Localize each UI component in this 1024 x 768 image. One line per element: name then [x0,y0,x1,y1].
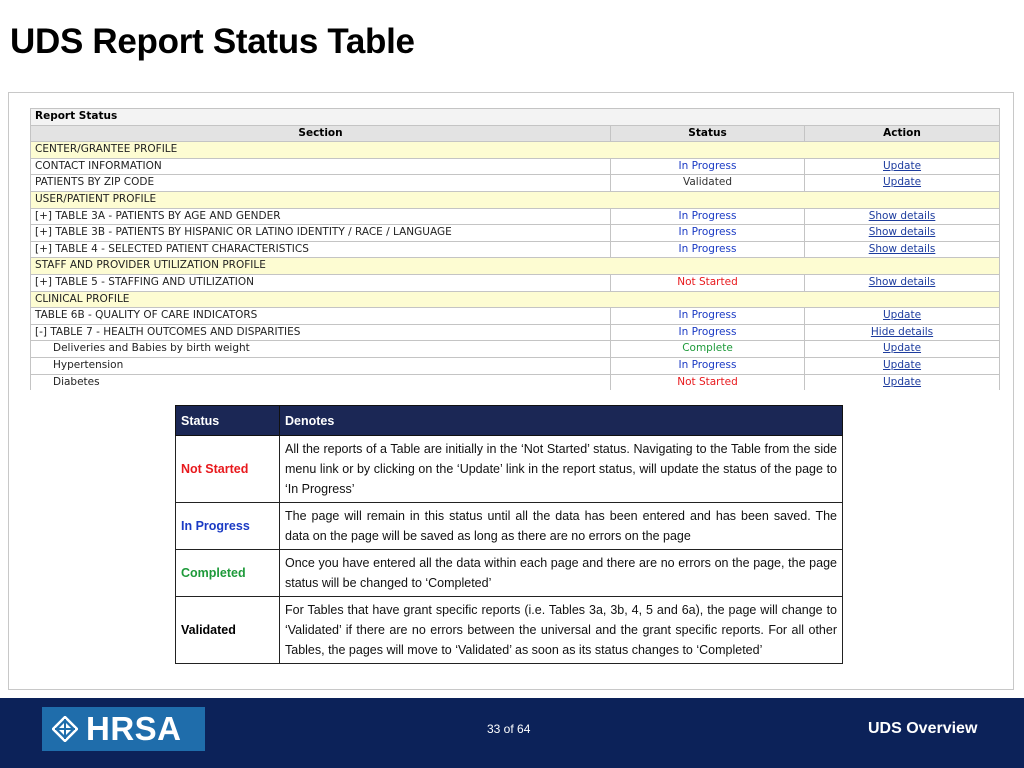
report-action-cell [805,374,1000,390]
report-group-row [31,191,1000,208]
report-action-cell [805,208,1000,225]
report-group-label: USER/PATIENT PROFILE [31,191,1000,208]
report-action-cell [805,175,1000,192]
report-action-cell [805,225,1000,242]
action-column-header: Action [805,125,1000,142]
report-status-cell: Complete [611,341,805,358]
legend-status-label: In Progress [176,503,280,550]
report-subrow [31,357,1000,374]
page-number: 33 of 64 [487,722,531,736]
report-status-panel [30,108,1000,390]
report-section-cell[interactable]: [+] TABLE 4 - SELECTED PATIENT CHARACTERISTICS [31,241,611,258]
report-status-cell: Not Started [611,374,805,390]
hrsa-logo [42,707,205,751]
legend-description: For Tables that have grant specific reports (i.e. Tables 3a, 3b, 4, 5 and 6a), the page will change to ‘Validated’ if there are no errors between the universal and the grant specific reports. For all other Tables, the pages will move to ‘Validated’ as soon as its status changes to ‘Completed’ [280,597,843,664]
page-title: UDS Report Status Table [10,22,415,61]
report-row [31,274,1000,291]
report-action-cell [805,241,1000,258]
report-action-cell [805,341,1000,358]
report-action-link[interactable]: Show details [868,275,936,288]
report-status-header-row [31,125,1000,142]
report-action-link[interactable]: Update [883,358,922,371]
report-status-caption: Report Status [31,109,1000,126]
report-group-label: STAFF AND PROVIDER UTILIZATION PROFILE [31,258,1000,275]
report-row [31,241,1000,258]
hrsa-logo-text: HRSA [86,710,182,747]
report-row [31,308,1000,325]
legend-status-label: Not Started [176,436,280,503]
report-action-link[interactable]: Show details [868,242,936,255]
report-status-cell: Not Started [611,274,805,291]
report-action-link[interactable]: Update [883,159,922,172]
report-section-cell: Hypertension [31,357,611,374]
report-subrow [31,374,1000,390]
report-status-cell: In Progress [611,158,805,175]
report-status-cell: In Progress [611,208,805,225]
report-section-cell: Diabetes [31,374,611,390]
report-status-table [30,108,1000,390]
legend-row [176,597,843,664]
report-status-cell: In Progress [611,357,805,374]
report-section-cell: Deliveries and Babies by birth weight [31,341,611,358]
legend-row [176,436,843,503]
report-section-cell[interactable]: [+] TABLE 3A - PATIENTS BY AGE AND GENDER [31,208,611,225]
legend-description: The page will remain in this status until all the data has been entered and has been saved. The data on the page will be saved as long as there are no errors on the page [280,503,843,550]
legend-status-label: Validated [176,597,280,664]
report-section-cell[interactable]: [+] TABLE 5 - STAFFING AND UTILIZATION [31,274,611,291]
legend-denotes-header: Denotes [280,406,843,436]
report-action-cell [805,274,1000,291]
report-row [31,324,1000,341]
report-status-cell: In Progress [611,324,805,341]
legend-row [176,550,843,597]
report-section-cell[interactable]: [+] TABLE 3B - PATIENTS BY HISPANIC OR LATINO IDENTITY / RACE / LANGUAGE [31,225,611,242]
status-legend-table [175,405,843,664]
report-row [31,158,1000,175]
report-row [31,225,1000,242]
report-group-label: CLINICAL PROFILE [31,291,1000,308]
legend-description: All the reports of a Table are initially in the ‘Not Started’ status. Navigating to the Table from the side menu link or by clicking on the ‘Update’ link in the report status, will update the status of the page to ‘In Progress’ [280,436,843,503]
legend-status-label: Completed [176,550,280,597]
report-action-link[interactable]: Show details [868,209,936,222]
report-row [31,208,1000,225]
section-column-header: Section [31,125,611,142]
legend-header-row [176,406,843,436]
legend-status-header: Status [176,406,280,436]
report-action-cell [805,308,1000,325]
legend-description: Once you have entered all the data within each page and there are no errors on the page, the page status will be changed to ‘Completed’ [280,550,843,597]
report-status-cell: Validated [611,175,805,192]
report-action-link[interactable]: Hide details [870,325,934,338]
report-status-cell: In Progress [611,241,805,258]
legend-row [176,503,843,550]
status-column-header: Status [611,125,805,142]
report-section-cell: TABLE 6B - QUALITY OF CARE INDICATORS [31,308,611,325]
report-section-cell[interactable]: [-] TABLE 7 - HEALTH OUTCOMES AND DISPARITIES [31,324,611,341]
report-action-link[interactable]: Show details [868,226,936,239]
status-legend [175,405,843,664]
report-row [31,175,1000,192]
report-group-row [31,258,1000,275]
report-action-link[interactable]: Update [883,342,922,355]
report-status-cell: In Progress [611,225,805,242]
footer-label: UDS Overview [868,720,978,737]
report-action-link[interactable]: Update [883,309,922,322]
report-action-link[interactable]: Update [883,375,922,388]
report-status-cell: In Progress [611,308,805,325]
report-subrow [31,341,1000,358]
report-status-caption-row [31,109,1000,126]
hrsa-diamond-icon [52,716,78,742]
report-group-row [31,291,1000,308]
report-action-cell [805,324,1000,341]
report-action-link[interactable]: Update [883,176,922,189]
report-group-label: CENTER/GRANTEE PROFILE [31,142,1000,159]
report-action-cell [805,158,1000,175]
report-section-cell: PATIENTS BY ZIP CODE [31,175,611,192]
report-section-cell: CONTACT INFORMATION [31,158,611,175]
report-group-row [31,142,1000,159]
report-action-cell [805,357,1000,374]
